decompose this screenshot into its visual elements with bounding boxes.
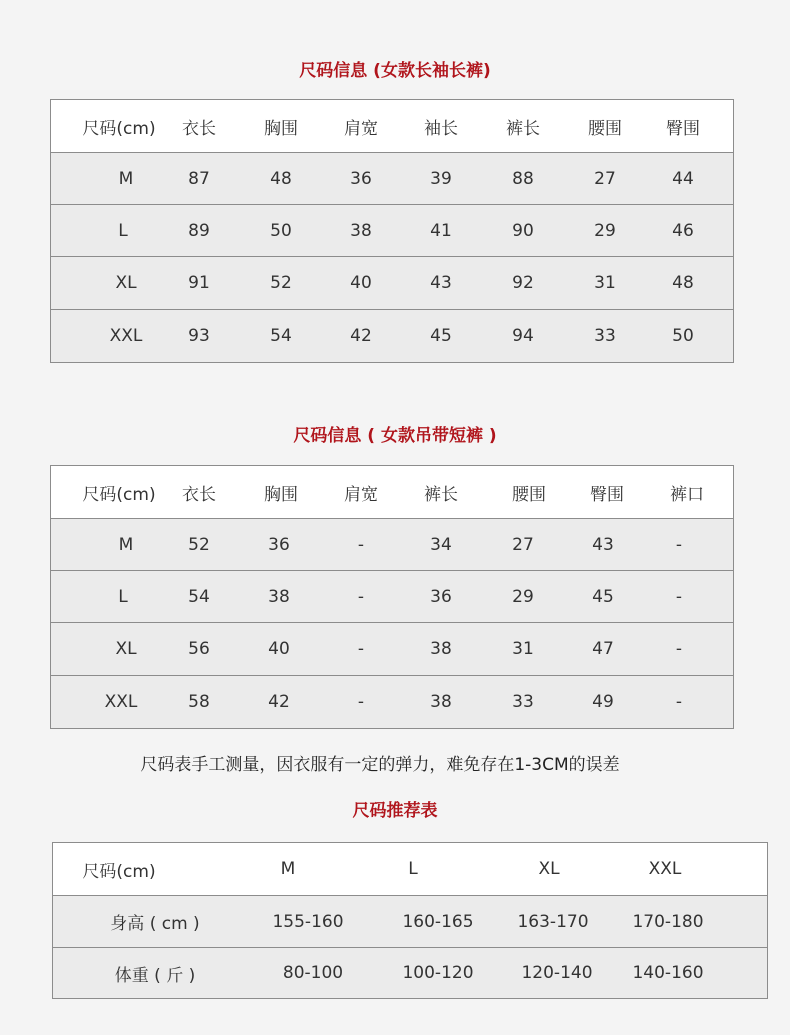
value-cell: - [357,639,365,659]
size-cell: L [118,586,128,607]
table-row [51,256,733,309]
value-cell: 33 [594,326,616,346]
value-cell: 36 [350,168,372,189]
value-cell: 54 [270,326,292,346]
size-cell: XL [115,273,137,293]
table-row [53,947,767,998]
value-cell: 34 [430,534,452,555]
table-row [51,309,733,362]
value-cell: 155-160 [272,911,344,932]
header-cell: 裤长 [506,118,540,139]
value-cell: 58 [188,692,210,712]
value-cell: - [675,534,683,555]
row-label-cell: 身高 ( cm ) [110,914,200,934]
header-cell: L [408,859,418,879]
table-header-row [51,466,733,518]
header-cell: 衣长 [182,118,216,139]
size-table-long [50,99,734,363]
header-cell: 衣长 [182,484,216,505]
header-cell: 肩宽 [344,484,378,505]
table-row [51,152,733,204]
value-cell: 120-140 [521,963,593,983]
value-cell: 39 [430,168,452,189]
header-cell: 尺码(cm) [82,861,156,882]
header-cell: 袖长 [424,118,458,139]
value-cell: 52 [270,273,292,293]
header-cell: 肩宽 [344,118,378,139]
header-cell: 腰围 [512,484,546,505]
value-cell: 49 [592,692,614,712]
value-cell: 170-180 [632,911,704,932]
size-cell: XXL [104,692,138,712]
value-cell: 44 [672,168,694,189]
value-cell: 93 [188,326,210,346]
value-cell: 29 [594,220,616,241]
table-row [51,570,733,622]
size-cell: M [118,534,134,555]
value-cell: 50 [270,220,292,241]
value-cell: 100-120 [402,963,474,983]
value-cell: 91 [188,273,210,293]
value-cell: 29 [512,586,534,607]
value-cell: 90 [512,220,534,241]
header-cell: 胸围 [264,484,298,505]
table-row [51,518,733,570]
value-cell: - [675,586,683,607]
table-row [51,622,733,675]
value-cell: - [675,692,683,712]
value-cell: 94 [512,326,534,346]
value-cell: 54 [188,586,210,607]
size-table-shorts [50,465,734,729]
value-cell: 42 [350,326,372,346]
value-cell: 140-160 [632,963,704,983]
value-cell: 160-165 [402,911,474,932]
value-cell: 41 [430,220,452,241]
table3-title: 尺码推荐表 [352,801,438,821]
size-cell: XXL [109,326,143,346]
value-cell: 43 [592,534,614,555]
value-cell: 38 [430,639,452,659]
header-cell: 胸围 [264,118,298,139]
value-cell: 40 [268,639,290,659]
value-cell: 46 [672,220,694,241]
value-cell: 31 [594,273,616,293]
header-cell: XL [538,859,560,879]
value-cell: - [675,639,683,659]
value-cell: 163-170 [517,911,589,932]
value-cell: - [357,692,365,712]
value-cell: 27 [594,168,616,189]
value-cell: 56 [188,639,210,659]
value-cell: 40 [350,273,372,293]
value-cell: 48 [270,168,292,189]
value-cell: 50 [672,326,694,346]
size-recommend-table [52,842,768,999]
value-cell: 45 [592,586,614,607]
header-cell: 裤口 [670,484,704,505]
header-cell: 臀围 [590,484,624,505]
value-cell: 88 [512,168,534,189]
header-cell: 尺码(cm) [82,484,156,505]
header-cell: 臀围 [666,118,700,139]
table-row [51,675,733,728]
value-cell: 31 [512,639,534,659]
value-cell: - [357,534,365,555]
table-row [53,895,767,947]
table-row [51,204,733,256]
value-cell: 80-100 [282,963,344,983]
header-cell: XXL [648,859,682,879]
size-cell: XL [115,639,137,659]
value-cell: 43 [430,273,452,293]
value-cell: 48 [672,273,694,293]
size-cell: M [118,168,134,189]
size-cell: L [118,220,128,241]
value-cell: 36 [430,586,452,607]
header-cell: 腰围 [588,118,622,139]
header-cell: 裤长 [424,484,458,505]
value-cell: 36 [268,534,290,555]
table-header-row [53,843,767,895]
row-label-cell: 体重 ( 斤 ) [114,965,196,986]
table2-title: 尺码信息 ( 女款吊带短裤 ) [293,426,497,446]
header-cell: 尺码(cm) [82,118,156,139]
measurement-note: 尺码表手工测量，因衣服有一定的弹力，难免存在1-3CM的误差 [140,755,620,775]
header-cell: M [280,859,296,879]
table-header-row [51,100,733,152]
value-cell: 45 [430,326,452,346]
value-cell: 42 [268,692,290,712]
value-cell: 38 [430,692,452,712]
value-cell: 33 [512,692,534,712]
value-cell: - [357,586,365,607]
value-cell: 52 [188,534,210,555]
table1-title: 尺码信息 (女款长袖长裤) [299,61,491,81]
value-cell: 87 [188,168,210,189]
value-cell: 38 [268,586,290,607]
value-cell: 92 [512,273,534,293]
value-cell: 89 [188,220,210,241]
value-cell: 27 [512,534,534,555]
value-cell: 38 [350,220,372,241]
value-cell: 47 [592,639,614,659]
